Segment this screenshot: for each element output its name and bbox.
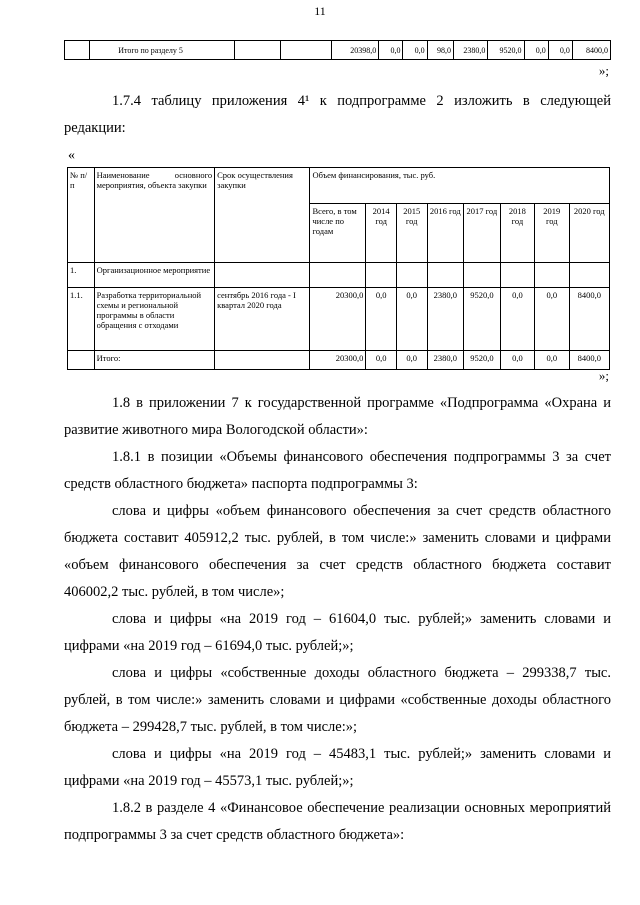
header-funding: Объем финансирования, тыс. руб. <box>310 168 610 204</box>
table-row <box>68 288 610 351</box>
paragraph-replace-total <box>64 498 611 606</box>
closing-quote: »; <box>598 368 609 383</box>
table-cell <box>65 41 90 60</box>
row-value <box>569 263 610 288</box>
header-year: 2020 год <box>569 204 610 263</box>
row-value: 2380,0 <box>427 288 464 351</box>
row-value: 0,0 <box>396 288 427 351</box>
row-num <box>68 351 95 370</box>
header-year: 2018 год <box>500 204 534 263</box>
row-value <box>427 263 464 288</box>
header-term: Срок осуществления закупки <box>215 168 310 263</box>
paragraph-replace-2019-own <box>64 741 611 795</box>
row-value: 0,0 <box>500 351 534 370</box>
row-value <box>500 263 534 288</box>
paragraph-text: слова и цифры «объем финансового обеспечения за счет средств областного бюджета составит 405912,2 тыс. рублей, в том числе:» заменить словами и цифрами «объем финансового обеспечения за счет средств областного бюджета составит 406002,2 тыс. рублей, в том числе»; <box>64 503 611 600</box>
table-cell: 9520,0 <box>488 41 524 60</box>
row-name: Организационное мероприятие <box>94 263 215 288</box>
row-num: 1. <box>68 263 95 288</box>
table-cell: 2380,0 <box>454 41 488 60</box>
table-cell: 0,0 <box>403 41 427 60</box>
row-term <box>215 351 310 370</box>
carryover-table <box>64 40 611 60</box>
header-num: № п/п <box>68 168 95 263</box>
table-cell: Итого по разделу 5 <box>90 41 235 60</box>
row-value: 8400,0 <box>569 351 610 370</box>
header-total: Всего, в том числе по годам <box>310 204 366 263</box>
row-value: 0,0 <box>396 351 427 370</box>
paragraph-1-8 <box>64 390 611 444</box>
header-name: Наименование основного мероприятия, объекта закупки <box>94 168 215 263</box>
row-value: 20300,0 <box>310 288 366 351</box>
header-year: 2016 год <box>427 204 464 263</box>
row-value <box>464 263 501 288</box>
paragraph-text: 1.8.1 в позиции «Объемы финансового обеспечения подпрограммы 3 за счет средств областного бюджета» паспорта подпрограммы 3: <box>64 449 611 492</box>
table-cell: 0,0 <box>379 41 403 60</box>
paragraph-text: слова и цифры «собственные доходы областного бюджета – 299338,7 тыс. рублей, в том числе:» заменить словами и цифрами «собственные доходы областного бюджета – 299428,7 тыс. рублей, в том числе:»; <box>64 665 611 735</box>
row-value <box>366 263 397 288</box>
page-number: 11 <box>314 4 326 18</box>
paragraph-text: слова и цифры «на 2019 год – 45483,1 тыс. рублей;» заменить словами и цифрами «на 2019 год – 45573,1 тыс. рублей;»; <box>64 746 611 789</box>
opening-quote: « <box>68 148 75 163</box>
row-value: 9520,0 <box>464 288 501 351</box>
header-year: 2017 год <box>464 204 501 263</box>
closing-quote: »; <box>598 63 609 78</box>
header-year: 2019 год <box>535 204 569 263</box>
row-value <box>310 263 366 288</box>
row-term: сентябрь 2016 года - I квартал 2020 года <box>215 288 310 351</box>
row-value: 0,0 <box>366 351 397 370</box>
table-cell <box>235 41 280 60</box>
row-name: Разработка территориальной схемы и региональной программы в области обращения с отходами <box>94 288 215 351</box>
table-header-row <box>68 168 610 204</box>
row-value <box>535 263 569 288</box>
row-term <box>215 263 310 288</box>
paragraph-replace-2019 <box>64 606 611 660</box>
paragraph-text: 1.8 в приложении 7 к государственной программе «Подпрограмма «Охрана и развитие животного мира Вологодской области»: <box>64 395 611 438</box>
row-value: 9520,0 <box>464 351 501 370</box>
paragraph-1-7-4 <box>64 88 611 142</box>
paragraph-1-8-2 <box>64 795 611 849</box>
paragraph-text: слова и цифры «на 2019 год – 61604,0 тыс. рублей;» заменить словами и цифрами «на 2019 год – 61694,0 тыс. рублей;»; <box>64 611 611 654</box>
funding-table <box>67 167 610 370</box>
table-cell: 98,0 <box>427 41 453 60</box>
row-value: 0,0 <box>366 288 397 351</box>
row-num: 1.1. <box>68 288 95 351</box>
paragraph-1-8-1 <box>64 444 611 498</box>
paragraph-text: 1.7.4 таблицу приложения 4¹ к подпрограмме 2 изложить в следующей редакции: <box>64 93 611 136</box>
table-row <box>65 41 611 60</box>
table-row <box>68 263 610 288</box>
table-cell: 20398,0 <box>331 41 379 60</box>
row-name: Итого: <box>94 351 215 370</box>
row-value: 8400,0 <box>569 288 610 351</box>
table-cell: 8400,0 <box>572 41 610 60</box>
header-year: 2014 год <box>366 204 397 263</box>
paragraph-replace-own-income <box>64 660 611 741</box>
table-cell <box>280 41 331 60</box>
row-value: 20300,0 <box>310 351 366 370</box>
row-value: 2380,0 <box>427 351 464 370</box>
row-value: 0,0 <box>500 288 534 351</box>
table-cell: 0,0 <box>548 41 572 60</box>
row-value: 0,0 <box>535 351 569 370</box>
table-cell: 0,0 <box>524 41 548 60</box>
row-value <box>396 263 427 288</box>
paragraph-text: 1.8.2 в разделе 4 «Финансовое обеспечение реализации основных мероприятий подпрограммы 3 за счет средств областного бюджета»: <box>64 800 611 843</box>
table-row <box>68 351 610 370</box>
row-value: 0,0 <box>535 288 569 351</box>
header-year: 2015 год <box>396 204 427 263</box>
